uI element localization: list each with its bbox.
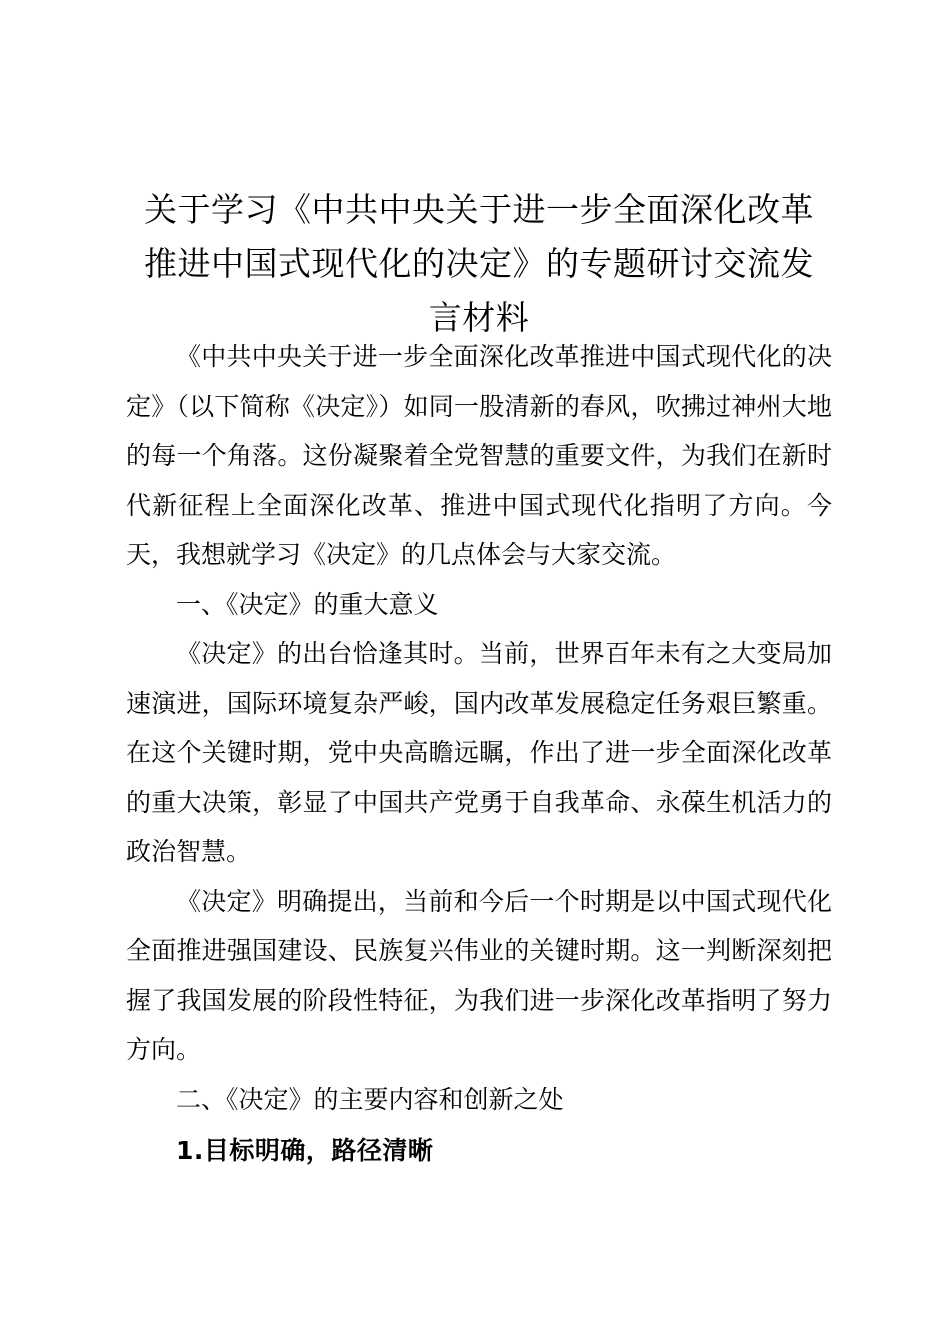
subsection-heading-1: 1.目标明确，路径清晰 bbox=[176, 1136, 434, 1165]
document-title bbox=[126, 183, 832, 345]
intro-paragraph: 《中共中央关于进一步全面深化改革推进中国式现代化的决定》（以下简称《决定》）如同一股清新的春风，吹拂过神州大地的每一个角落。这份凝聚着全党智慧的重要文件，为我们在新时代新征程上全面深化改革、推进中国式现代化指明了方向。今天，我想就学习《决定》的几点体会与大家交流。 bbox=[126, 342, 832, 569]
section-heading-1: 一、《决定》的重大意义 bbox=[176, 589, 439, 619]
body-paragraph-1: 《决定》的出台恰逢其时。当前，世界百年未有之大变局加速演进，国际环境复杂严峻，国内改革发展稳定任务艰巨繁重。在这个关键时期，党中央高瞻远瞩，作出了进一步全面深化改革的重大决策，彰显了中国共产党勇于自我革命、永葆生机活力的政治智慧。 bbox=[126, 639, 832, 866]
title-line-1: 关于学习《中共中央关于进一步全面深化改革 bbox=[144, 190, 814, 229]
title-line-2: 推进中国式现代化的决定》的专题研讨交流发 bbox=[144, 244, 814, 283]
body-paragraph-2: 《决定》明确提出，当前和今后一个时期是以中国式现代化全面推进强国建设、民族复兴伟业的关键时期。这一判断深刻把握了我国发展的阶段性特征，为我们进一步深化改革指明了努力方向。 bbox=[126, 886, 832, 1064]
section-heading-2: 二、《决定》的主要内容和创新之处 bbox=[176, 1084, 564, 1114]
title-line-3: 言材料 bbox=[428, 298, 530, 337]
document-body bbox=[126, 332, 832, 1176]
